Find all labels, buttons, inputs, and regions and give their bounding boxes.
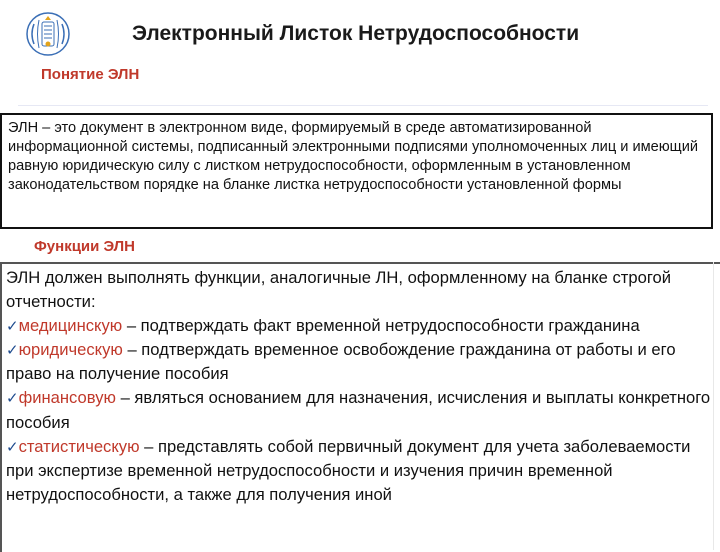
function-name: финансовую (18, 388, 116, 408)
functions-intro: ЭЛН должен выполнять функции, аналогичные ЛН, оформленному на бланке строгой отчетности: (6, 268, 672, 312)
function-desc: – представлять собой первичный документ для учета заболеваемости при экспертизе временной нетрудоспособности и изучения причин временной нетрудоспособности, а также для получения иной (6, 436, 691, 504)
function-item (6, 388, 710, 431)
functions-box (0, 262, 720, 552)
checkmark-icon: ✓ (6, 341, 19, 360)
function-desc: – подтверждать временное освобождение гражданина от работы и его право на получение пособия (6, 340, 676, 384)
checkmark-icon: ✓ (6, 389, 19, 408)
page-title: Электронный Листок Нетрудоспособности (132, 22, 580, 45)
function-item (6, 316, 640, 335)
function-desc: – подтверждать факт временной нетрудоспособности гражданина (122, 316, 640, 336)
logo-icon (22, 10, 74, 58)
section-heading-definition: Понятие ЭЛН (41, 66, 140, 83)
checkmark-icon: ✓ (6, 437, 19, 456)
definition-text: ЭЛН – это документ в электронном виде, формируемый в среде автоматизированной информационной системы, подписанный электронными подписями уполномоченных лиц и имеющий равную юридическую силу с листком нетрудоспособности, оформленным в установленном законодательством порядке на бланке листка нетрудоспособности установленной формы (8, 120, 698, 193)
function-name: юридическую (18, 340, 123, 360)
section-heading-functions: Функции ЭЛН (34, 238, 136, 255)
definition-box (0, 113, 713, 229)
function-item (6, 437, 690, 504)
function-name: медицинскую (18, 316, 123, 336)
function-item (6, 340, 676, 383)
divider (18, 105, 708, 106)
function-name: статистическую (18, 436, 140, 456)
function-desc: – являться основанием для назначения, исчисления и выплаты конкретного пособия (6, 388, 711, 432)
emblem-logo (22, 10, 74, 58)
checkmark-icon: ✓ (6, 317, 19, 336)
